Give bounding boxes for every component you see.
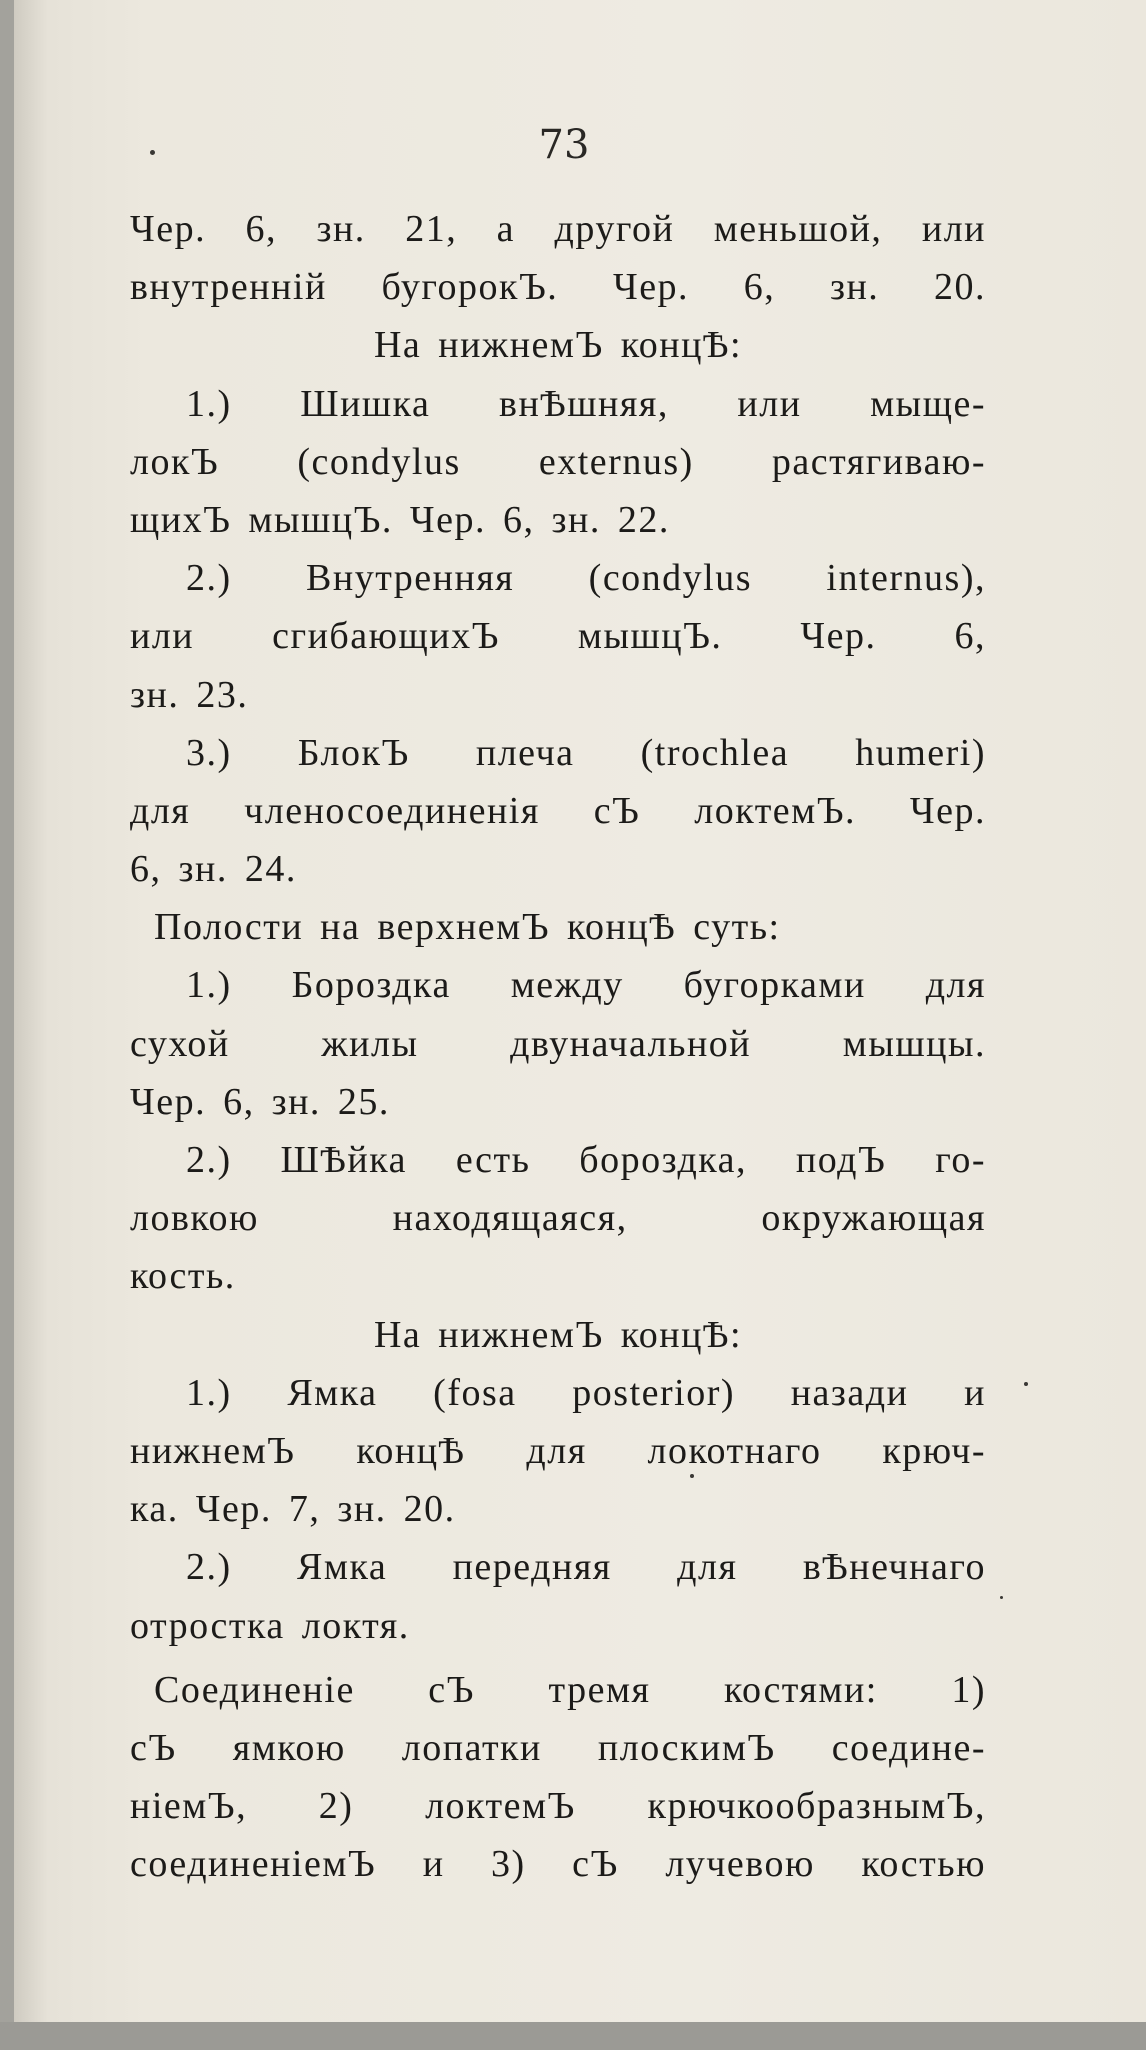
text-line: 3.) БлокЪ плеча (trochlea humeri) bbox=[186, 731, 986, 774]
text-line: 1.) Шишка внѢшняя, или мыще- bbox=[186, 382, 986, 425]
scan-bottom-edge bbox=[0, 2022, 1146, 2050]
text-line: внутренній бугорокЪ. Чер. 6, зн. 20. bbox=[130, 266, 986, 309]
ink-speck bbox=[150, 150, 155, 155]
text-line: 2.) ШѢйка есть бороздка, подЪ го- bbox=[186, 1139, 986, 1181]
text-line: щихЪ мышцЪ. Чер. 6, зн. 22. bbox=[130, 498, 670, 541]
text-line: Чер. 6, зн. 25. bbox=[130, 1080, 390, 1123]
text-line: 1.) Бороздка между бугорками для bbox=[186, 964, 986, 1007]
text-line: для членосоединенія сЪ локтемЪ. Чер. bbox=[130, 789, 986, 832]
text-line: локЪ (condylus externus) растягиваю- bbox=[130, 440, 986, 483]
text-line: нижнемЪ концѢ для локотнаго крюч- bbox=[130, 1429, 986, 1472]
page-number: 73 bbox=[538, 122, 590, 168]
section-heading: На нижнемЪ концѢ: bbox=[373, 1313, 743, 1356]
ink-speck bbox=[690, 1474, 694, 1478]
text-line: ловкою находящаяся, окружающая bbox=[130, 1197, 986, 1240]
text-line: 6, зн. 24. bbox=[130, 848, 297, 891]
page-text bbox=[130, 200, 986, 1893]
text-line: сЪ ямкою лопатки плоскимЪ соедине- bbox=[130, 1726, 986, 1769]
section-heading: На нижнемЪ концѢ: bbox=[373, 324, 743, 367]
text-line: соединеніемЪ и 3) сЪ лучевою костью bbox=[130, 1843, 986, 1886]
text-line: ка. Чер. 7, зн. 20. bbox=[130, 1488, 456, 1531]
text-line: зн. 23. bbox=[130, 673, 249, 716]
text-line: кость. bbox=[130, 1255, 236, 1298]
text-line: 1.) Ямка (fosa posterior) назади и bbox=[186, 1371, 986, 1414]
text-line: сухой жилы двуначальной мышцы. bbox=[130, 1022, 986, 1065]
section-heading: Полости на верхнемЪ концѢ суть: bbox=[154, 906, 781, 949]
ink-speck bbox=[1024, 1382, 1028, 1386]
ink-speck bbox=[1000, 1596, 1003, 1599]
text-line: Чер. 6, зн. 21, а другой меньшой, или bbox=[130, 208, 986, 250]
text-line: 2.) Внутренняя (condylus internus), bbox=[186, 557, 986, 600]
book-page bbox=[14, 0, 1146, 2022]
text-line: или сгибающихЪ мышцЪ. Чер. 6, bbox=[130, 615, 986, 658]
text-line: 2.) Ямка передняя для вѢнечнаго bbox=[186, 1546, 986, 1589]
text-line: ніемЪ, 2) локтемЪ крючкообразнымЪ, bbox=[130, 1785, 986, 1828]
text-line: отростка локтя. bbox=[130, 1604, 410, 1647]
text-line: Соединеніе сЪ тремя костями: 1) bbox=[154, 1668, 986, 1711]
